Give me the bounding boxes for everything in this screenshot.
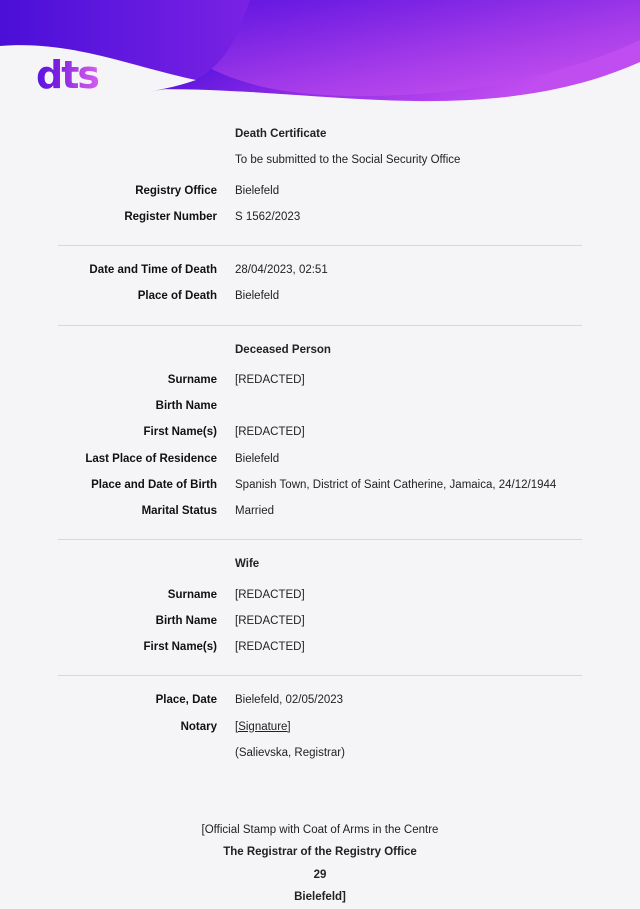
page-subtitle: To be submitted to the Social Security Office [235, 154, 461, 167]
wife-birth-name-value: [REDACTED] [235, 614, 305, 627]
deceased-last-residence-value: Bielefeld [235, 452, 280, 465]
register-number-value: S 1562/2023 [235, 210, 301, 223]
page-title: Death Certificate [235, 128, 327, 140]
deceased-place-date-birth-row [58, 477, 582, 494]
death-details-section [58, 262, 582, 325]
wife-heading-row [58, 556, 582, 573]
notary-label: Notary [180, 720, 217, 733]
deceased-place-date-birth-label: Place and Date of Birth [91, 478, 217, 491]
stamp-line-4: Bielefeld] [294, 891, 346, 904]
registrar-name-value: (Salievska, Registrar) [235, 746, 345, 759]
register-number-row [58, 209, 582, 226]
divider-1 [58, 245, 582, 246]
date-time-of-death-row [58, 262, 582, 279]
wife-first-names-label: First Name(s) [143, 641, 217, 653]
stamp-line-1: [Official Stamp with Coat of Arms in the Centre [201, 824, 439, 836]
deceased-birth-name-label: Birth Name [155, 400, 217, 412]
deceased-surname-value: [REDACTED] [235, 373, 305, 386]
registry-office-label: Registry Office [135, 184, 217, 197]
deceased-first-names-value: [REDACTED] [235, 426, 305, 439]
place-date-label: Place, Date [155, 694, 217, 707]
deceased-marital-status-value: Married [235, 505, 274, 517]
place-of-death-label: Place of Death [137, 290, 217, 303]
deceased-surname-label: Surname [167, 373, 217, 386]
deceased-first-names-row [58, 424, 582, 441]
deceased-marital-status-label: Marital Status [141, 505, 217, 517]
divider-2 [58, 325, 582, 326]
deceased-last-residence-row [58, 451, 582, 468]
official-stamp-block [58, 819, 582, 909]
date-time-of-death-label: Date and Time of Death [89, 264, 217, 276]
wife-surname-label: Surname [167, 588, 217, 601]
place-date-row [58, 692, 582, 709]
title-section [58, 126, 582, 245]
wife-surname-value: [REDACTED] [235, 588, 305, 601]
notary-signature-value: [Signature] [235, 720, 291, 733]
notary-row [58, 719, 582, 736]
document-subtitle-row [58, 152, 582, 169]
wife-section [58, 556, 582, 675]
date-time-of-death-value: 28/04/2023, 02:51 [235, 264, 328, 276]
page-header [0, 0, 640, 108]
divider-4 [58, 675, 582, 676]
dts-logo: dts [36, 53, 98, 97]
place-date-value: Bielefeld, 02/05/2023 [235, 694, 344, 707]
deceased-surname-row [58, 372, 582, 389]
document-body [0, 108, 640, 909]
wife-first-names-row [58, 639, 582, 656]
registrar-name-row [58, 745, 582, 762]
register-number-label: Register Number [124, 210, 217, 223]
deceased-marital-status-row [58, 503, 582, 520]
stamp-line-3: 29 [313, 868, 327, 881]
registry-office-value: Bielefeld [235, 184, 280, 197]
deceased-last-residence-label: Last Place of Residence [85, 452, 217, 465]
place-of-death-row [58, 288, 582, 305]
place-of-death-value: Bielefeld [235, 290, 280, 303]
stamp-line-2: The Registrar of the Registry Office [223, 846, 417, 859]
wife-birth-name-row [58, 613, 582, 630]
registry-office-row [58, 183, 582, 200]
wife-first-names-value: [REDACTED] [235, 641, 305, 653]
deceased-person-heading: Deceased Person [235, 343, 331, 356]
deceased-birth-name-row [58, 398, 582, 415]
document-title-row [58, 126, 582, 143]
deceased-first-names-label: First Name(s) [143, 426, 217, 439]
deceased-person-heading-row [58, 342, 582, 359]
deceased-place-date-birth-value: Spanish Town, District of Saint Catherine, Jamaica, 24/12/1944 [235, 478, 557, 491]
wife-heading: Wife [235, 558, 260, 571]
wife-birth-name-label: Birth Name [155, 614, 217, 627]
divider-3 [58, 539, 582, 540]
deceased-person-section [58, 342, 582, 540]
wife-surname-row [58, 587, 582, 604]
signature-section [58, 692, 582, 781]
